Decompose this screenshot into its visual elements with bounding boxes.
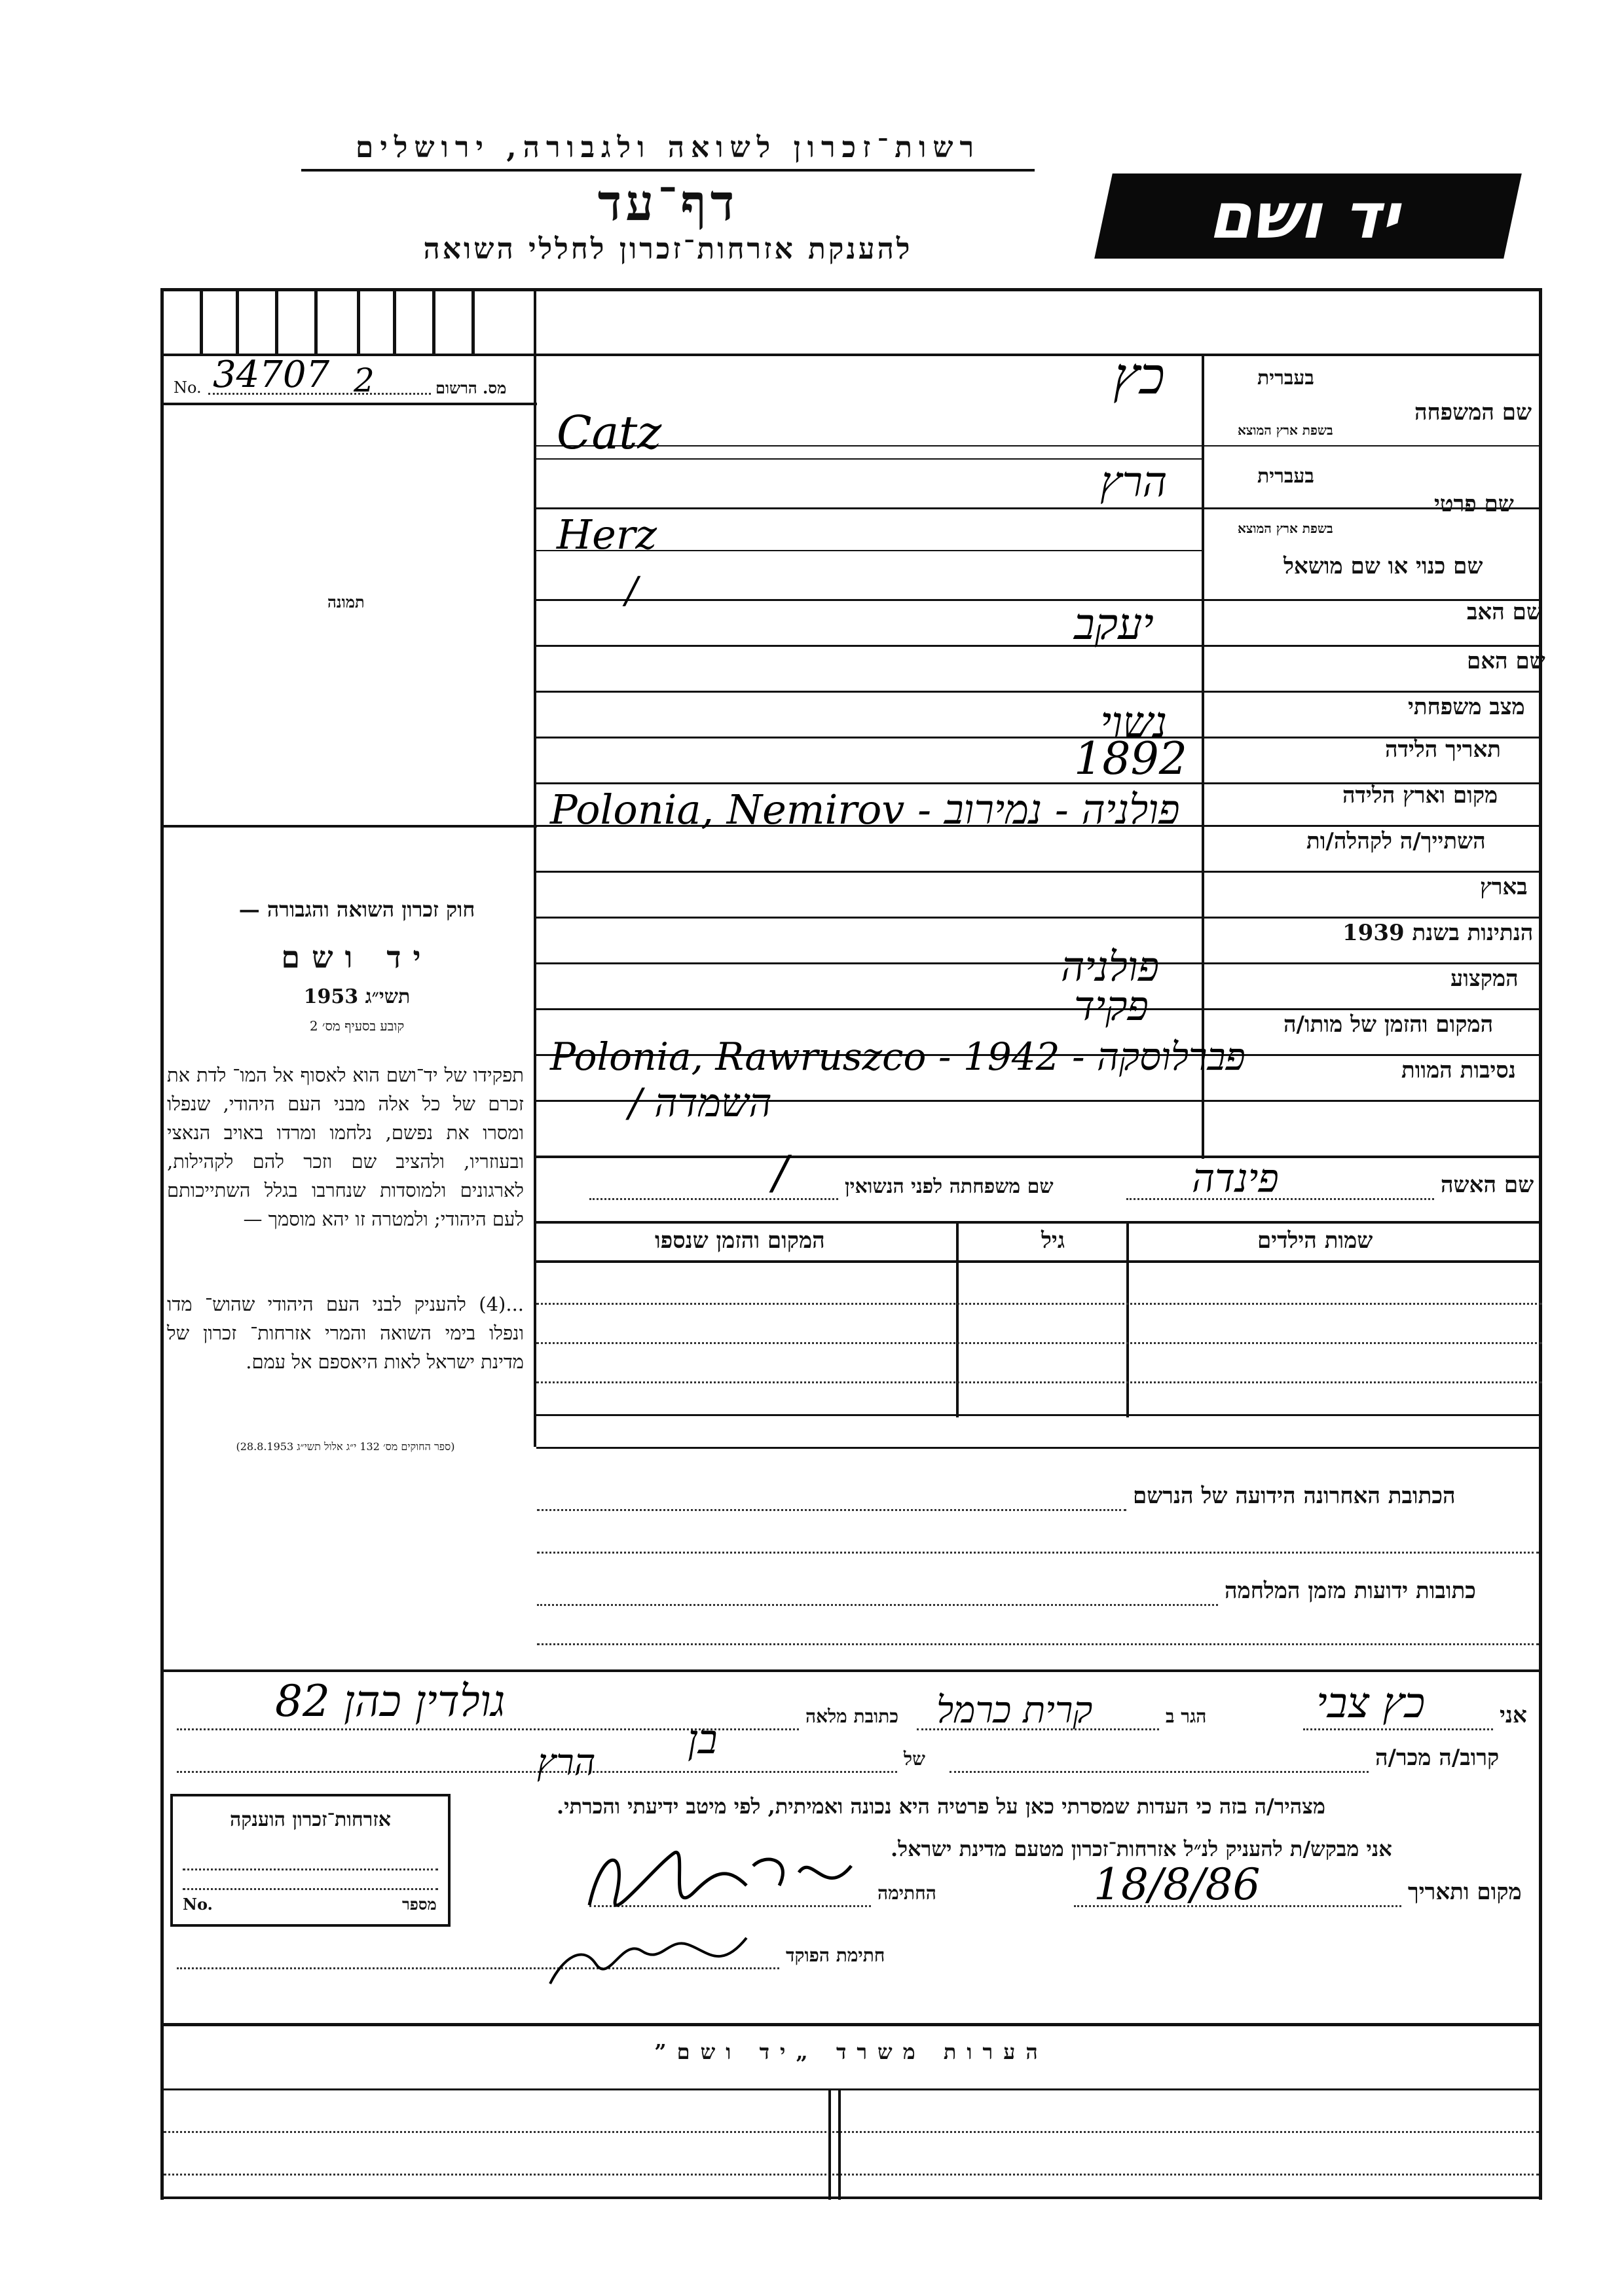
remarks-divider <box>828 2088 831 2200</box>
office-remarks-label: הערות משרד „יד ושם” <box>654 2039 1048 2064</box>
registration-no-value: 34707 <box>213 354 330 396</box>
firstname-native-label: בשפת ארץ המוצא <box>1238 520 1333 536</box>
tick-3 <box>275 291 278 354</box>
wartime-address-dots <box>537 1604 1218 1606</box>
law-year: תשי״ג 1953 <box>303 985 411 1008</box>
declaration-i-value: כץ צבי <box>1316 1679 1426 1728</box>
law-title: חוק זכרון השואה והגבורה — <box>238 897 475 922</box>
nickname-value: / <box>625 570 638 612</box>
father-label: שם האב <box>1467 599 1542 625</box>
place-date-value: 18/8/86 <box>1094 1859 1261 1910</box>
birthplace-label: מקום וארץ הלידה <box>1342 782 1498 809</box>
registration-no-suffix: 2 <box>354 361 375 399</box>
declaration-lives-label: הגר ב <box>1166 1705 1207 1727</box>
declaration-lives-value: קרית כרמל <box>936 1689 1093 1732</box>
address-dots <box>537 1643 1539 1645</box>
nickname-label: שם כנוי או שם מושאל <box>1283 553 1483 579</box>
law-clause: קובע בסעיף מס׳ 2 <box>309 1018 405 1034</box>
declaration-address-value: גולדין כהן 82 <box>275 1676 506 1726</box>
declaration-i-dots <box>1303 1728 1493 1730</box>
declaration-relative-value: בן <box>688 1715 718 1763</box>
tick-5 <box>357 291 360 354</box>
birthdate-label: תאריך הלידה <box>1385 737 1502 763</box>
citizenship-box-number-label: מספר <box>402 1895 437 1914</box>
declaration-statement-1: מצהיר/ה בזה כי העדות שמסרתי כאן על פרטיה היא נכונה ואמיתית, לפי מיטב ידיעתי והכרתי. <box>557 1794 1325 1819</box>
death-place-label: המקום והזמן של מותו/ה <box>1283 1011 1494 1038</box>
children-header-place-time: המקום והזמן שנספו <box>655 1228 825 1254</box>
marital-value: נשוי <box>1100 697 1168 748</box>
citizenship-value: פולניה <box>1061 943 1160 991</box>
header-authority: רשות־זכרון לשואה ולגבורה, ירושלים <box>355 131 981 164</box>
country-label: בארץ <box>1480 874 1528 900</box>
wartime-address-label: כתובות ידועות מזמן המלחמה <box>1225 1578 1476 1604</box>
declaration-address-label: כתובת מלאה <box>805 1705 899 1727</box>
children-col-divider-2 <box>956 1221 959 1417</box>
declaration-of-label: של <box>904 1748 925 1770</box>
birthplace-value: Polonia, Nemirov - פולניה - נמירוב <box>550 786 1180 833</box>
law-paragraph-1: תפקידו של יד־ושם הוא לאסוף אל המו־ לדת את זכרם של כל אלה מבני העם היהודי, שנפלו ומסרו את נפשם, נלחמו ומרדו באויב הנאצי ובעוזריו, ולהציב שם וזכר להם לקהילות, לארגונים ולמוסדות שנחרבו בגלל השתייכותם לעם היהודי; ולמטרה זו יהא מוסמך — <box>167 1064 524 1230</box>
signature-label: החתימה <box>877 1882 936 1904</box>
declaration-of-value: הרץ <box>537 1741 596 1784</box>
firstname-hebrew-value: הרץ <box>1100 458 1168 507</box>
children-row <box>536 1303 1542 1305</box>
address-section-bottom <box>160 1669 1542 1672</box>
row-line <box>536 917 1542 919</box>
remarks-dots <box>164 2174 1539 2176</box>
children-header-age: גיל <box>1041 1228 1065 1254</box>
children-row <box>536 1342 1542 1344</box>
death-circumstances-value: / השמדה <box>629 1080 772 1126</box>
photo-label: תמונה <box>327 592 365 611</box>
children-header-bottom <box>536 1260 1542 1263</box>
row-line <box>536 962 1542 964</box>
community-label: השתייך/ה לקהלה/ות <box>1306 828 1486 854</box>
marital-label: מצב משפחתי <box>1408 694 1525 720</box>
address-dots <box>537 1552 1539 1554</box>
left-column-divider <box>534 288 536 1447</box>
remarks-divider <box>838 2088 841 2200</box>
children-header-names: שמות הילדים <box>1257 1228 1373 1254</box>
firstname-label: שם פרטי <box>1434 491 1514 517</box>
row-line <box>1202 445 1542 446</box>
profession-value: פקיד <box>1074 982 1149 1030</box>
remarks-dots <box>164 2131 1539 2133</box>
law-name: יד ושם <box>281 939 433 975</box>
mother-label: שם האם <box>1467 648 1545 674</box>
citizenship-box-line <box>183 1868 438 1870</box>
tick-8 <box>471 291 475 354</box>
wife-label: שם האשה <box>1441 1172 1534 1198</box>
tick-2 <box>236 291 239 354</box>
tick-1 <box>200 291 203 354</box>
row-line <box>536 507 1542 509</box>
row-line <box>536 871 1542 873</box>
tick-6 <box>393 291 396 354</box>
page-subtitle: להענקת אזרחות־זכרון לחללי השואה <box>423 232 913 266</box>
surname-hebrew-label: בעברית <box>1257 367 1314 390</box>
firstname-native-value: Herz <box>557 511 657 558</box>
citizenship-granted-box <box>170 1794 451 1927</box>
surname-native-value: Catz <box>557 406 662 460</box>
registration-no-label: No. <box>174 378 202 397</box>
logo-text: יד ושם <box>1205 179 1411 253</box>
profession-label: המקצוע <box>1450 966 1519 992</box>
registration-row-bottom <box>160 403 537 405</box>
children-row <box>536 1381 1542 1383</box>
wife-value: פינדה <box>1192 1156 1279 1201</box>
row-line <box>536 1156 1542 1158</box>
remarks-line <box>160 2088 1542 2090</box>
law-source: (ספר החוקים מס׳ 132 י״ג אלול תשי״ג 28.8.1953) <box>236 1440 455 1453</box>
remarks-left <box>160 2023 164 2200</box>
wife-maiden-dots <box>589 1198 838 1200</box>
photo-box-bottom <box>160 825 537 828</box>
declaration-relative-dots <box>950 1771 1369 1773</box>
wife-row-bottom <box>536 1221 1542 1224</box>
row-line <box>536 645 1542 647</box>
death-circumstances-label: נסיבות המוות <box>1401 1057 1516 1084</box>
place-date-label: מקום ותאריך <box>1408 1879 1522 1905</box>
row-line <box>536 691 1542 693</box>
tick-7 <box>432 291 435 354</box>
officer-signature <box>537 1918 773 1997</box>
surname-hebrew-value: כץ <box>1113 347 1165 406</box>
frame-left <box>160 288 164 2069</box>
tick-4 <box>314 291 318 354</box>
children-col-divider-1 <box>1126 1221 1129 1417</box>
citizenship-box-line <box>183 1888 438 1890</box>
surname-label: שם המשפחה <box>1414 399 1532 426</box>
declaration-i-label: אני <box>1500 1702 1527 1728</box>
page-title: דף־עד <box>597 173 739 232</box>
last-address-dots <box>537 1509 1126 1511</box>
wife-maiden-label: שם משפחתה לפני הנשואין <box>845 1175 1054 1198</box>
last-address-label: הכתובת האחרונה הידועה של הנרשם <box>1133 1483 1456 1509</box>
birthdate-value: 1892 <box>1074 733 1188 785</box>
remarks-top <box>160 2023 1542 2026</box>
death-place-value: Polonia, Rawruszco - 1942 - פברלוסקה <box>550 1034 1246 1079</box>
registration-label: מס. הרשום <box>435 378 507 397</box>
firstname-hebrew-label: בעברית <box>1257 465 1314 488</box>
surname-native-label: בשפת ארץ המוצא <box>1238 422 1333 438</box>
row-line <box>536 599 1542 601</box>
row-line <box>536 1008 1542 1010</box>
law-paragraph-2: ...(4) להעניק לבני העם היהודי שהוש־ מדו ונפלו בימי השואה והמרי אזרחות־ זכרון של מדינת ישראל לאות היאספם אל עמם. <box>167 1293 524 1373</box>
declaration-statement-2: אני מבקש/ת להעניק לנ״ל אזרחות־זכרון מטעם מדינת ישראל. <box>891 1836 1392 1861</box>
wife-maiden-value: / <box>773 1146 788 1199</box>
father-value: יעקב <box>1074 599 1154 649</box>
wife-dots <box>1126 1198 1434 1200</box>
citizenship-label: הנתינות בשנת 1939 <box>1342 920 1534 946</box>
declaration-relative-label: קרוב/ה מכר/ה <box>1375 1745 1500 1771</box>
frame-right <box>1539 288 1542 2069</box>
header-authority-underline <box>301 169 1035 172</box>
address-section-top <box>536 1447 1542 1449</box>
tick-row-bottom <box>160 354 1542 356</box>
frame-top <box>160 288 1542 291</box>
remarks-bottom <box>160 2196 1542 2199</box>
citizenship-box-title: אזרחות־זכרון הוענקה <box>229 1808 392 1831</box>
citizenship-box-no-label: No. <box>183 1895 213 1914</box>
yad-vashem-logo <box>1094 173 1522 259</box>
remarks-right <box>1539 2023 1542 2200</box>
children-table-bottom <box>536 1414 1542 1416</box>
officer-signature-label: חתימת הפוקד <box>786 1944 885 1966</box>
